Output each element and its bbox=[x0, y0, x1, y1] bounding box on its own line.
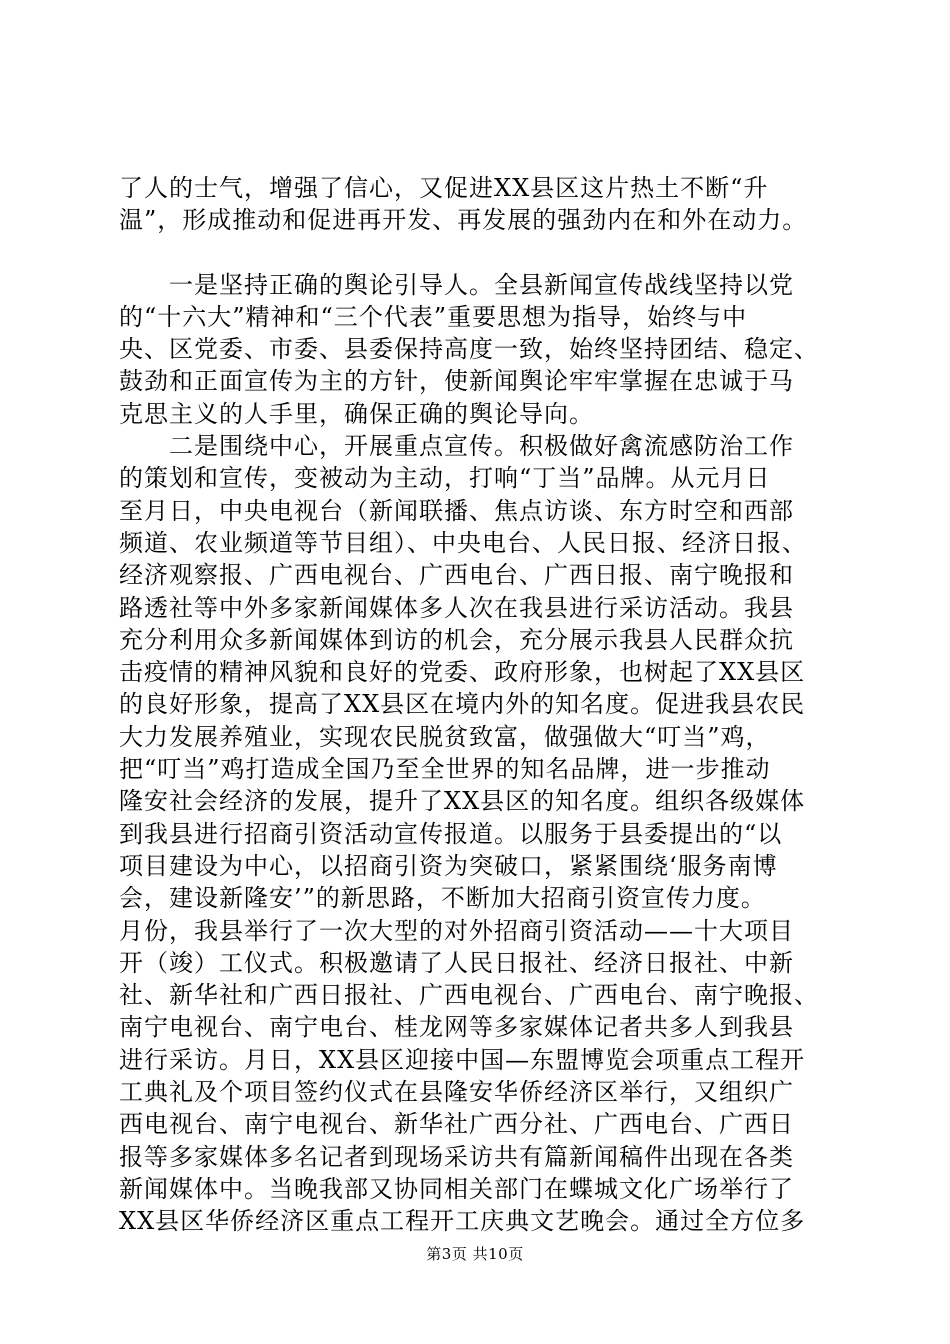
page-number-footer: 第3页 共10页 bbox=[426, 1245, 524, 1263]
text-line: 工典礼及个项目签约仪式在县隆安华侨经济区举行，又组织广 bbox=[119, 1078, 794, 1107]
paragraph-continuation bbox=[119, 172, 831, 237]
text-line: 频道、农业频道等节目组）、中央电台、人民日报、经济日报、 bbox=[119, 528, 807, 557]
text-line: 报等多家媒体多名记者到现场采访共有篇新闻稿件出现在各类 bbox=[119, 1142, 794, 1171]
text-line: 了人的士气，增强了信心，又促进XX县区这片热土不断“升 bbox=[119, 174, 769, 202]
text-line: 充分利用众多新闻媒体到访的机会，充分展示我县人民群众抗 bbox=[119, 625, 794, 654]
text-line: 温”，形成推动和促进再开发、再发展的强劲内在和外在动力。 bbox=[119, 206, 808, 235]
text-line: 开（竣）工仪式。积极邀请了人民日报社、经济日报社、中新 bbox=[119, 948, 794, 977]
text-line: 路透社等中外多家新闻媒体多人次在我县进行采访活动。我县 bbox=[119, 593, 794, 622]
text-line: 经济观察报、广西电视台、广西电台、广西日报、南宁晚报和 bbox=[119, 561, 794, 590]
text-line: 击疫情的精神风貌和良好的党委、政府形象，也树起了XX县区 bbox=[119, 658, 806, 687]
text-line: 二是围绕中心，开展重点宣传。积极做好禽流感防治工作 bbox=[119, 432, 794, 461]
text-line: 新闻媒体中。当晚我部又协同相关部门在蝶城文化广场举行了 bbox=[119, 1174, 794, 1203]
text-line: 西电视台、南宁电视台、新华社广西分社、广西电台、广西日 bbox=[119, 1110, 794, 1139]
text-line: 南宁电视台、南宁电台、桂龙网等多家媒体记者共多人到我县 bbox=[119, 1013, 794, 1042]
text-line: 会，建设新隆安’”的新思路，不断加大招商引资宣传力度。 bbox=[119, 884, 766, 913]
text-line: 一是坚持正确的舆论引导人。全县新闻宣传战线坚持以党 bbox=[119, 270, 794, 299]
text-line: 把“叮当”鸡打造成全国乃至全世界的知名品牌，进一步推动 bbox=[119, 755, 771, 784]
document-body bbox=[119, 172, 831, 1238]
text-line: 隆安社会经济的发展，提升了XX县区的知名度。组织各级媒体 bbox=[119, 787, 806, 816]
text-line: 到我县进行招商引资活动宣传报道。以服务于县委提出的“以 bbox=[119, 819, 783, 848]
text-line: 进行采访。月日，XX县区迎接中国—东盟博览会项重点工程开 bbox=[119, 1045, 806, 1074]
text-line: 的“十六大”精神和“三个代表”重要思想为指导，始终与中 bbox=[119, 302, 748, 331]
text-line: 大力发展养殖业，实现农民脱贫致富，做强做大“叮当”鸡， bbox=[119, 722, 771, 751]
paragraph-key-publicity bbox=[119, 430, 831, 1237]
text-line: XX县区华侨经济区重点工程开工庆典文艺晚会。通过全方位多 bbox=[119, 1207, 806, 1236]
text-line: 央、区党委、市委、县委保持高度一致，始终坚持团结、稳定、 bbox=[119, 335, 819, 364]
text-line: 鼓劲和正面宣传为主的方针，使新闻舆论牢牢掌握在忠诚于马 bbox=[119, 367, 794, 396]
paragraph-correct-guidance bbox=[119, 269, 831, 430]
text-line: 的良好形象，提高了XX县区在境内外的知名度。促进我县农民 bbox=[119, 690, 806, 719]
text-line: 月份，我县举行了一次大型的对外招商引资活动——十大项目 bbox=[119, 916, 794, 945]
text-line: 社、新华社和广西日报社、广西电视台、广西电台、南宁晚报、 bbox=[119, 981, 819, 1010]
text-line: 克思主义的人手里，确保正确的舆论导向。 bbox=[119, 399, 594, 428]
text-line: 项目建设为中心，以招商引资为突破口，紧紧围绕‘服务南博 bbox=[119, 851, 778, 880]
text-line: 的策划和宣传，变被动为主动，打响“丁当”品牌。从元月日 bbox=[119, 464, 771, 493]
text-line: 至月日，中央电视台（新闻联播、焦点访谈、东方时空和西部 bbox=[119, 496, 794, 525]
